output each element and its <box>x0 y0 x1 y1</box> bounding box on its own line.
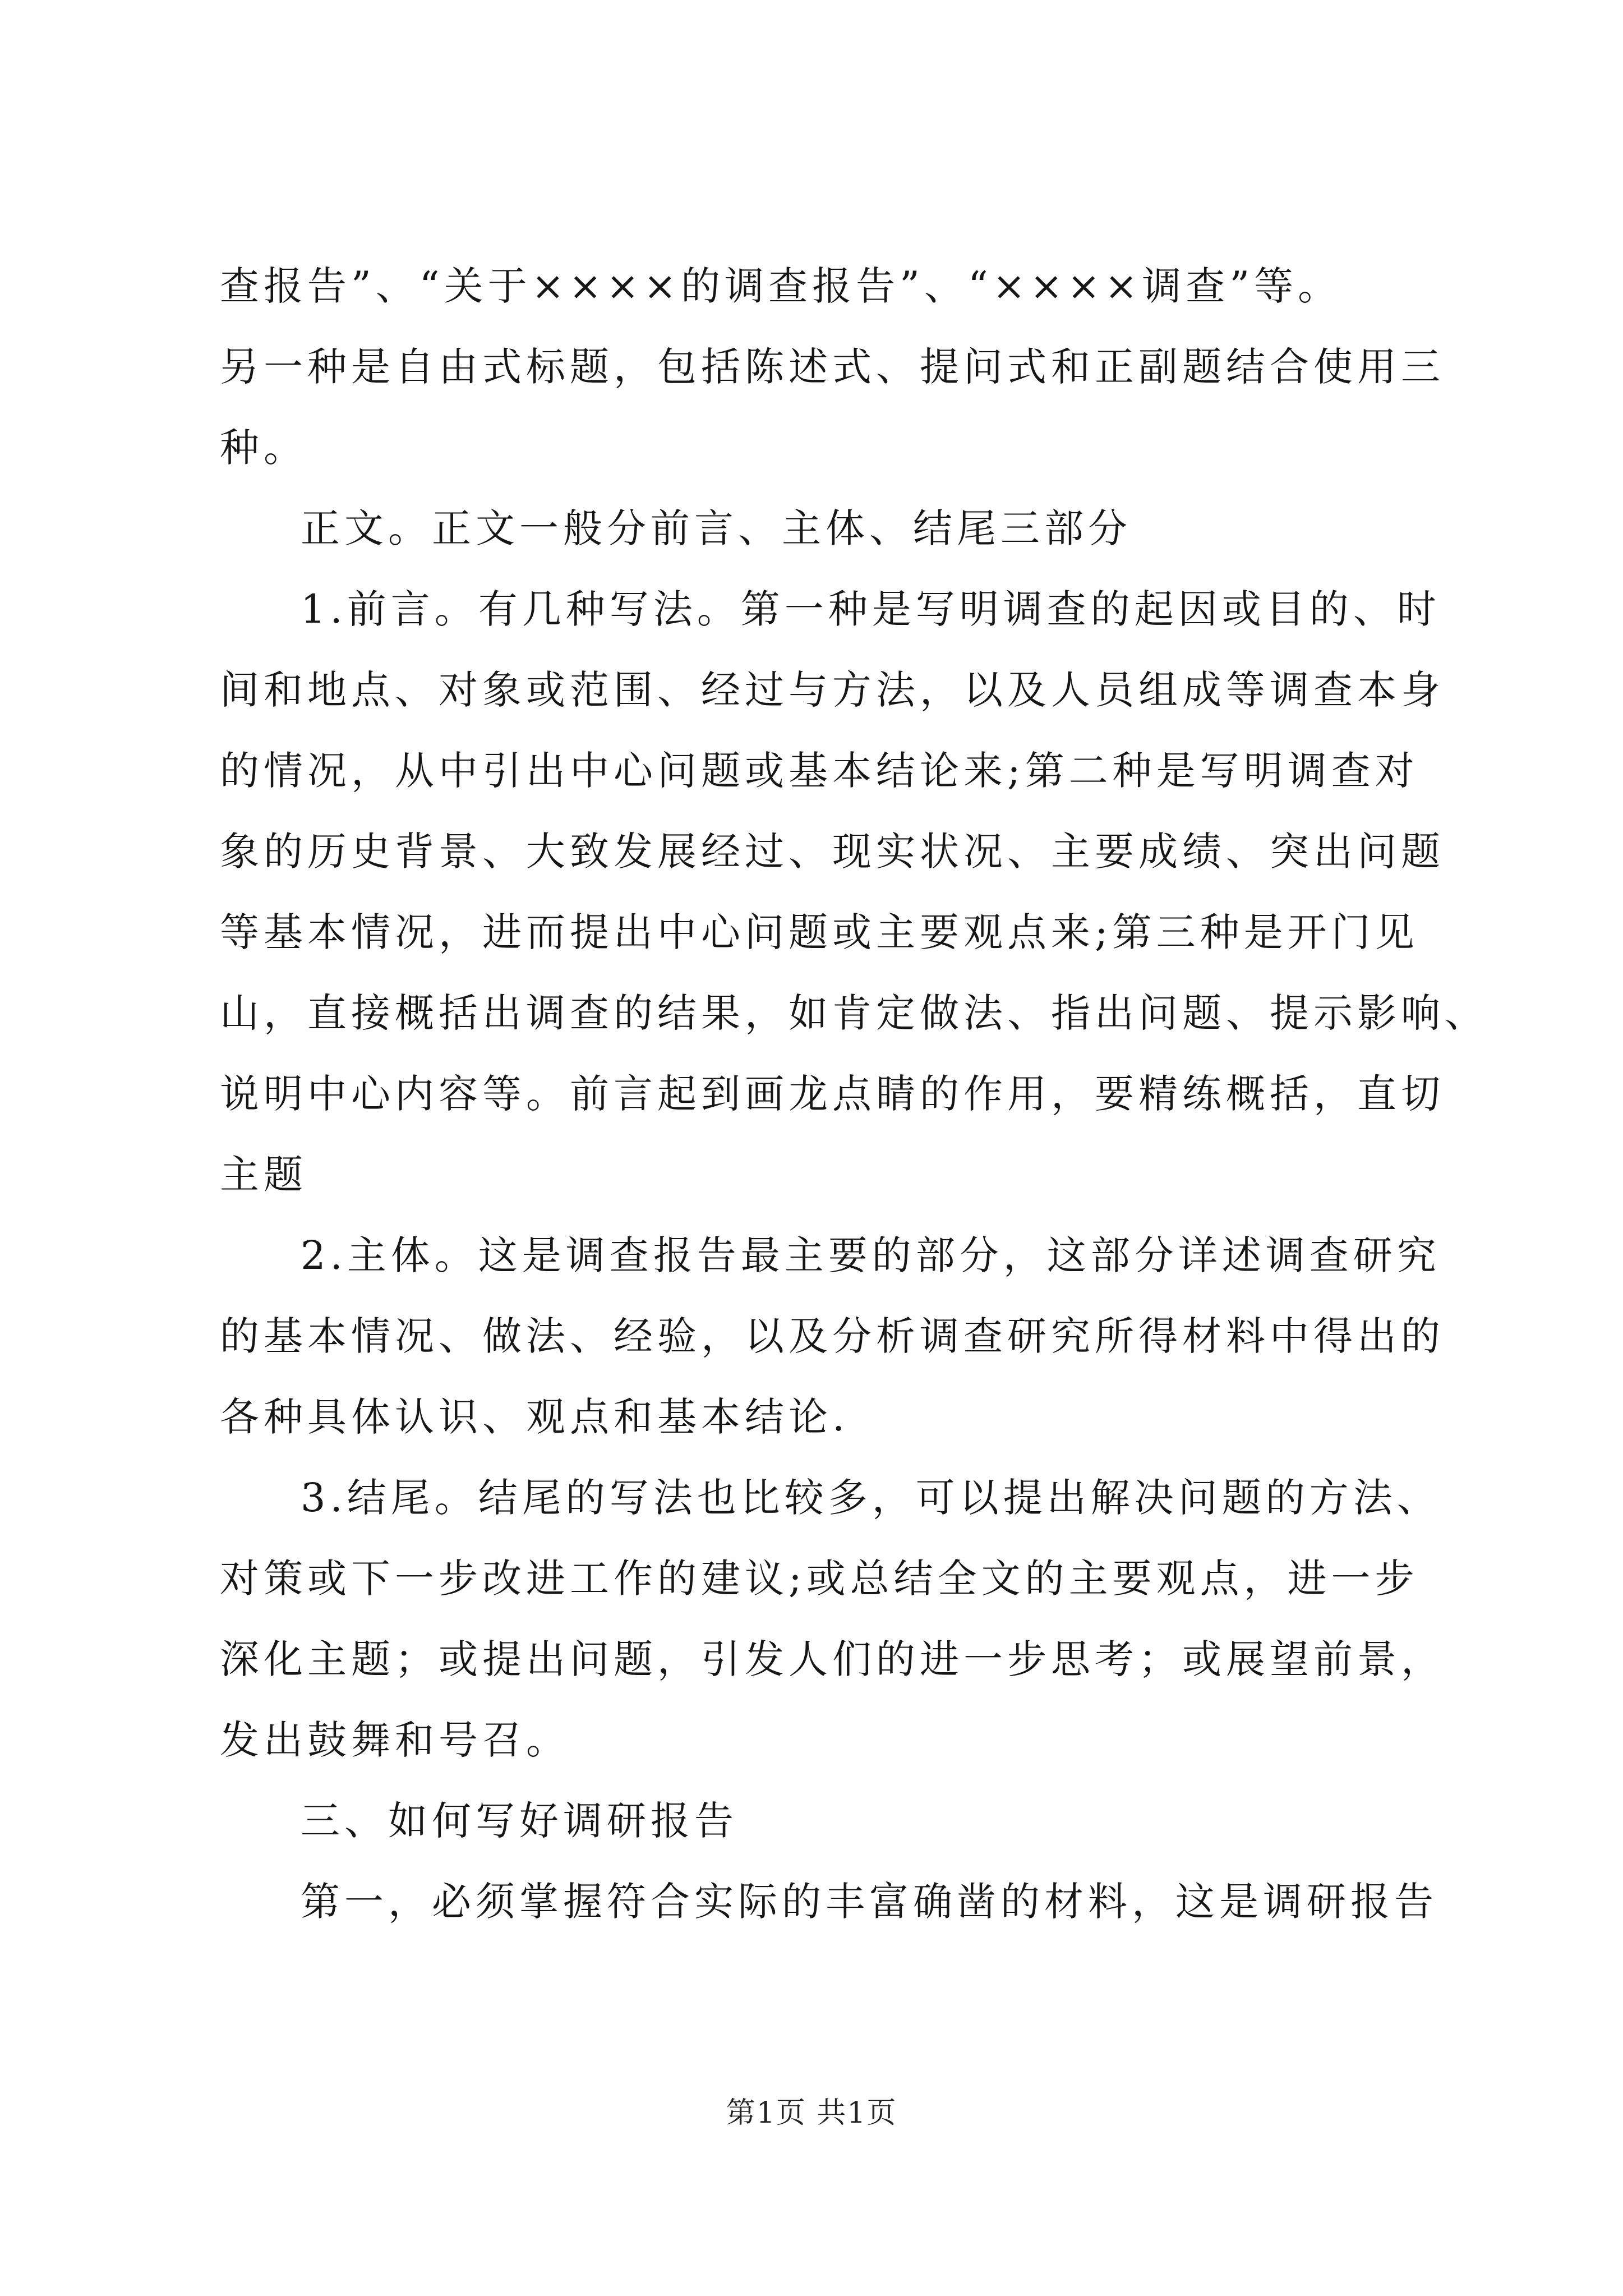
section-heading: 三、如何写好调研报告 <box>301 1798 738 1844</box>
text-line: 另一种是自由式标题，包括陈述式、提问式和正副题结合使用三 <box>220 344 1445 390</box>
text-line: 深化主题；或提出问题，引发人们的进一步思考；或展望前景， <box>220 1636 1445 1682</box>
text-line: 的情况，从中引出中心问题或基本结论来;第二种是写明调查对 <box>220 748 1419 794</box>
paragraph-heading-main-text: 正文。正文一般分前言、主体、结尾三部分 <box>301 505 1132 551</box>
text-line: 对策或下一步改进工作的建议;或总结全文的主要观点，进一步 <box>220 1556 1419 1602</box>
text-line: 等基本情况，进而提出中心问题或主要观点来;第三种是开门见 <box>220 909 1419 955</box>
text-line: 3.结尾。结尾的写法也比较多，可以提出解决问题的方法、 <box>301 1475 1441 1521</box>
text-line: 说明中心内容等。前言起到画龙点睛的作用，要精练概括，直切 <box>220 1071 1445 1117</box>
text-line: 山，直接概括出调查的结果，如肯定做法、指出问题、提示影响、 <box>220 990 1488 1036</box>
text-line: 发出鼓舞和号召。 <box>220 1717 570 1763</box>
text-line: 第一，必须掌握符合实际的丰富确凿的材料，这是调研报告 <box>301 1879 1438 1925</box>
text-line: 象的历史背景、大致发展经过、现实状况、主要成绩、突出问题 <box>220 829 1445 875</box>
text-line: 查报告”、“关于××××的调查报告”、“××××调查”等。 <box>220 263 1342 309</box>
text-line: 2.主体。这是调查报告最主要的部分，这部分详述调查研究 <box>301 1232 1441 1278</box>
text-line: 种。 <box>220 425 307 471</box>
page-number-footer: 第1页 共1页 <box>726 2096 897 2130</box>
text-line: 各种具体认识、观点和基本结论. <box>220 1394 850 1440</box>
document-body <box>220 258 1488 1930</box>
text-line: 的基本情况、做法、经验，以及分析调查研究所得材料中得出的 <box>220 1313 1445 1359</box>
text-line: 主题 <box>220 1152 307 1198</box>
text-line: 1.前言。有几种写法。第一种是写明调查的起因或目的、时 <box>301 586 1441 632</box>
text-line: 间和地点、对象或范围、经过与方法，以及人员组成等调查本身 <box>220 667 1445 713</box>
